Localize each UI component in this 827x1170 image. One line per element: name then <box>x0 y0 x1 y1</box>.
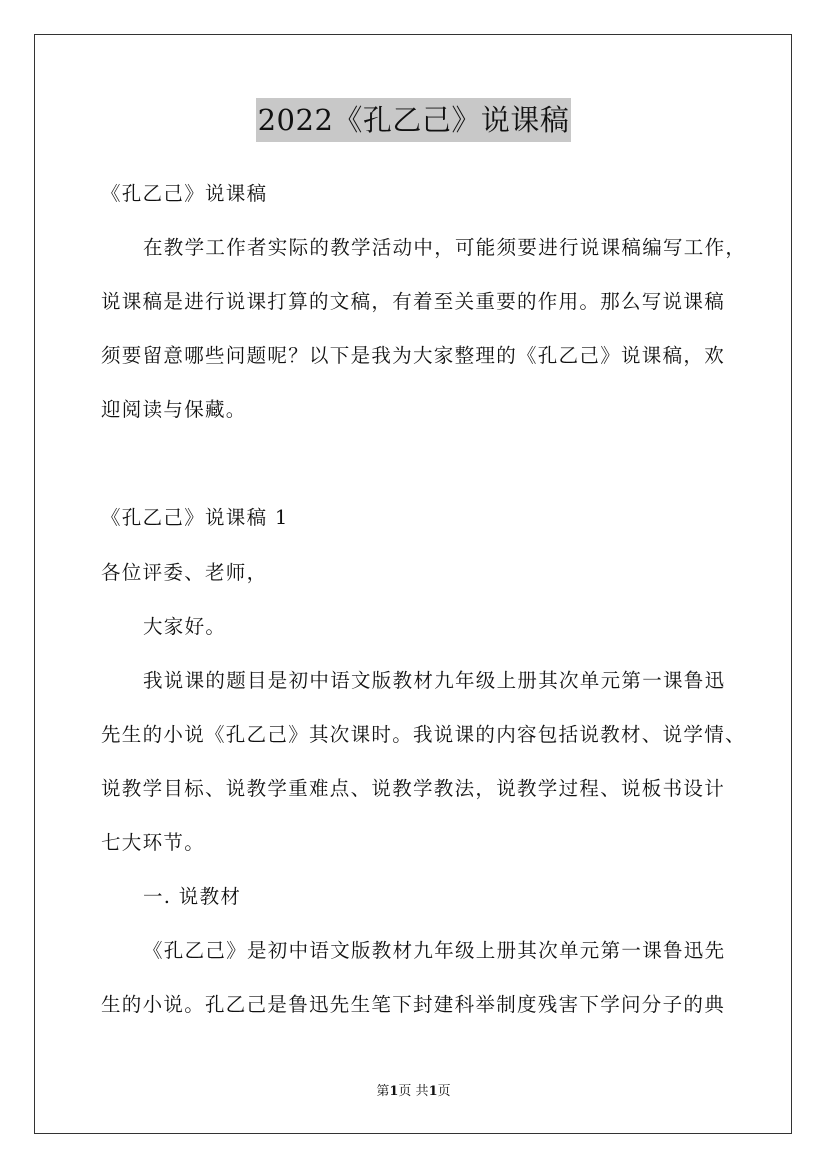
footer-page-total: 1 <box>428 1084 438 1099</box>
paragraph-line: 七大环节。 <box>101 831 206 854</box>
footer-suffix: 页 <box>437 1084 451 1099</box>
paragraph-line: 大家好。 <box>143 615 227 638</box>
paragraph-line: 在教学工作者实际的教学活动中，可能须要进行说课稿编写工作， <box>143 236 747 259</box>
section-heading: 《孔乙己》说课稿 1 <box>101 506 289 529</box>
footer-prefix: 第 <box>376 1084 390 1099</box>
paragraph-line: 先生的小说《孔乙己》其次课时。我说课的内容包括说教材、说学情、 <box>101 723 746 746</box>
footer-page-number: 1 <box>389 1084 399 1099</box>
paragraph-line: 说教学目标、说教学重难点、说教学教法，说教学过程、说板书设计 <box>101 777 726 800</box>
section-heading: 《孔乙己》说课稿 <box>101 182 268 205</box>
paragraph-line: 各位评委、老师， <box>101 561 268 584</box>
paragraph-line: 生的小说。孔乙己是鲁迅先生笔下封建科举制度残害下学问分子的典 <box>101 993 726 1016</box>
paragraph-line: 我说课的题目是初中语文版教材九年级上册其次单元第一课鲁迅 <box>143 669 726 692</box>
paragraph-line: 迎阅读与保藏。 <box>101 398 247 421</box>
paragraph-line: 《孔乙己》是初中语文版教材九年级上册其次单元第一课鲁迅先 <box>143 939 726 962</box>
footer-middle: 页 共 <box>398 1084 429 1099</box>
paragraph-line: 须要留意哪些问题呢？以下是我为大家整理的《孔乙己》说课稿，欢 <box>101 344 726 367</box>
paragraph-line: 说课稿是进行说课打算的文稿，有着至关重要的作用。那么写说课稿 <box>101 290 726 313</box>
document-title: 2022《孔乙己》说课稿 <box>256 98 572 142</box>
title-container <box>0 98 827 142</box>
subsection-heading: 一. 说教材 <box>143 885 242 908</box>
page-footer <box>0 1083 827 1101</box>
